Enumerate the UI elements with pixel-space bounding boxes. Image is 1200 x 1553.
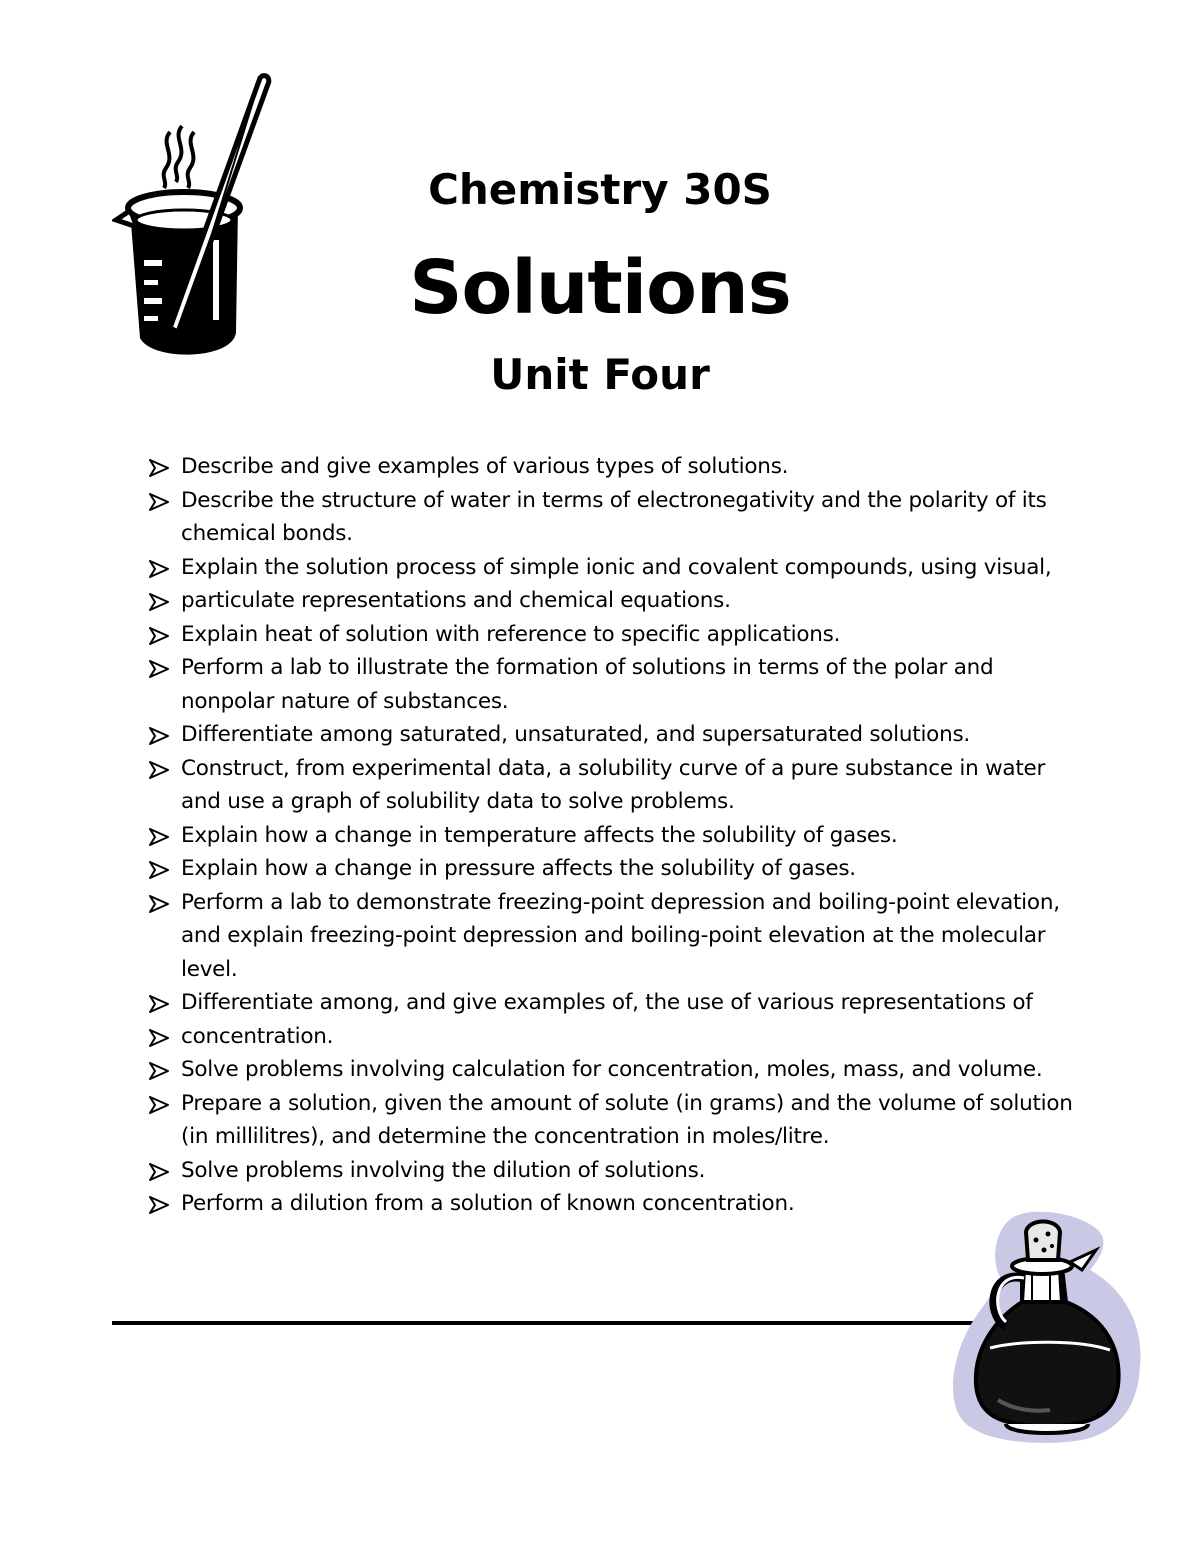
outcome-text: Explain how a change in temperature affects the solubility of gases.: [181, 822, 898, 848]
course-title: Chemistry 30S: [428, 165, 772, 214]
unit-subtitle: Unit Four: [490, 350, 710, 399]
outcome-text: Differentiate among saturated, unsaturated, and supersaturated solutions.: [181, 722, 970, 747]
corked-jug-icon: [950, 1210, 1145, 1445]
outcome-text: concentration.: [181, 1023, 334, 1049]
outcome-item: [146, 618, 1081, 652]
outcome-item: [146, 852, 1081, 886]
outcome-item: [146, 1187, 1081, 1221]
arrowhead-bullet-icon: [149, 459, 169, 477]
outcome-item: [146, 986, 1081, 1020]
outcome-item: [146, 1053, 1081, 1087]
arrowhead-bullet-icon: [149, 995, 169, 1013]
arrowhead-bullet-icon: [149, 861, 169, 879]
outcome-item: [146, 450, 1081, 484]
arrowhead-bullet-icon: [149, 627, 169, 645]
outcome-text: Describe the structure of water in terms of electronegativity and the polarity of its chemical bonds.: [181, 487, 1047, 546]
outcome-text: Describe and give examples of various types of solutions.: [181, 454, 789, 479]
outcome-item: [146, 819, 1081, 853]
arrowhead-bullet-icon: [149, 1163, 169, 1181]
arrowhead-bullet-icon: [149, 761, 169, 779]
outcome-item: [146, 718, 1081, 752]
unit-title: Solutions: [409, 245, 791, 331]
arrowhead-bullet-icon: [149, 560, 169, 578]
outcome-text: Perform a dilution from a solution of known concentration.: [181, 1191, 795, 1216]
outcome-text: Solve problems involving calculation for concentration, moles, mass, and volume.: [181, 1057, 1043, 1082]
outcome-item: [146, 752, 1081, 819]
arrowhead-bullet-icon: [149, 493, 169, 511]
outcome-text: Prepare a solution, given the amount of solute (in grams) and the volume of solution (in millilitres), and determine the concentration in moles/litre.: [181, 1090, 1073, 1149]
outcome-text: Explain how a change in pressure affects the solubility of gases.: [181, 856, 856, 881]
arrowhead-bullet-icon: [149, 1196, 169, 1214]
outcome-text: Perform a lab to illustrate the formation of solutions in terms of the polar and nonpolar nature of substances.: [181, 655, 994, 714]
arrowhead-bullet-icon: [149, 1029, 169, 1047]
learning-outcomes-list: [146, 450, 1081, 1221]
beaker-icon: [112, 70, 272, 370]
outcome-item: [146, 651, 1081, 718]
outcome-text: Construct, from experimental data, a solubility curve of a pure substance in water and use a graph of solubility data to solve problems.: [181, 755, 1046, 814]
outcome-item: [146, 886, 1081, 987]
outcome-item: [146, 584, 1081, 618]
outcome-text: Explain the solution process of simple ionic and covalent compounds, using visual,: [181, 554, 1052, 580]
outcome-text: Perform a lab to demonstrate freezing-point depression and boiling-point elevation, and explain freezing-point depression and boiling-point elevation at the molecular level.: [181, 889, 1060, 982]
outcome-text: Differentiate among, and give examples of, the use of various representations of: [181, 990, 1033, 1015]
arrowhead-bullet-icon: [149, 727, 169, 745]
outcome-item: [146, 1087, 1081, 1154]
arrowhead-bullet-icon: [149, 1096, 169, 1114]
arrowhead-bullet-icon: [149, 828, 169, 846]
arrowhead-bullet-icon: [149, 1062, 169, 1080]
outcome-text: Explain heat of solution with reference to specific applications.: [181, 621, 841, 647]
outcome-item: [146, 1020, 1081, 1054]
arrowhead-bullet-icon: [149, 895, 169, 913]
outcome-text: Solve problems involving the dilution of solutions.: [181, 1157, 706, 1183]
outcome-item: [146, 551, 1081, 585]
arrowhead-bullet-icon: [149, 593, 169, 611]
outcome-item: [146, 484, 1081, 551]
arrowhead-bullet-icon: [149, 660, 169, 678]
outcome-item: [146, 1154, 1081, 1188]
outcome-text: particulate representations and chemical equations.: [181, 588, 731, 613]
horizontal-rule: [112, 1321, 1000, 1325]
